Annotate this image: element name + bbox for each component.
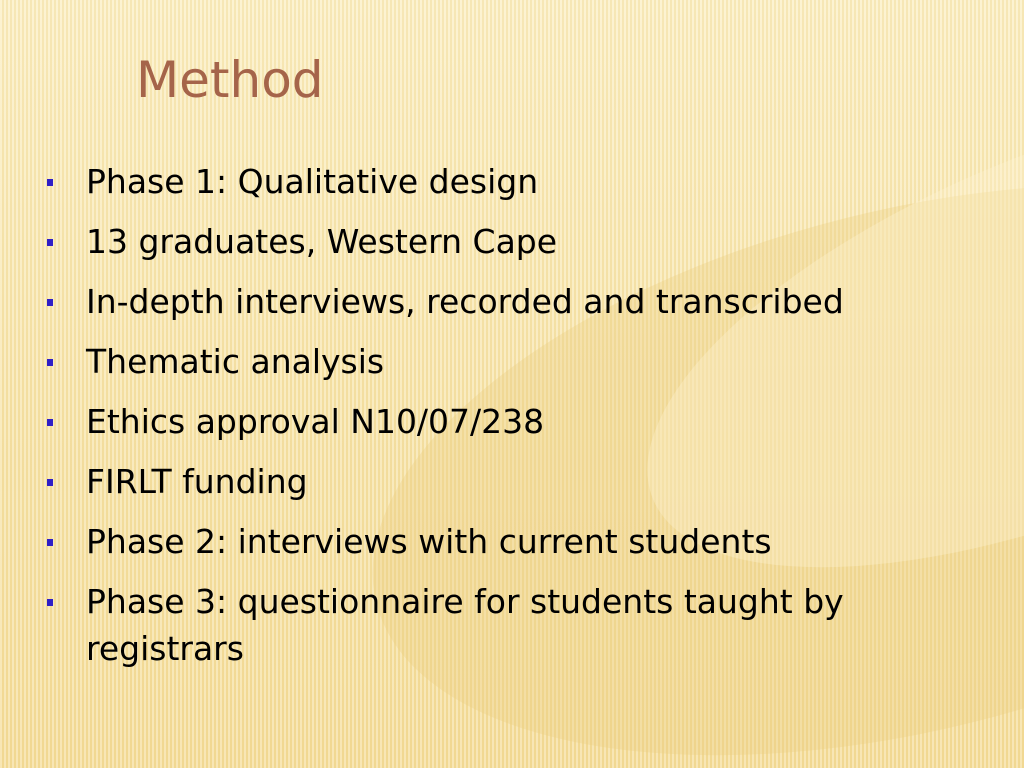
bullet-text: Phase 3: questionnaire for students taught by registrars [86,582,844,668]
bullet-item [0,512,1010,572]
bullet-item [0,452,1010,512]
bullet-list [0,152,1010,672]
square-bullet-icon [47,479,53,486]
slide-title: Method [136,51,324,109]
square-bullet-icon [47,539,53,546]
bullet-item [0,272,1010,332]
square-bullet-icon [47,599,53,606]
square-bullet-icon [47,359,53,366]
square-bullet-icon [47,179,53,186]
bullet-text: Phase 1: Qualitative design [86,162,539,201]
bullet-item [0,392,1010,452]
bullet-text: FIRLT funding [86,462,308,501]
bullet-text: 13 graduates, Western Cape [86,222,558,261]
bullet-text: Thematic analysis [86,342,385,381]
bullet-item [0,572,1010,672]
square-bullet-icon [47,239,53,246]
bullet-item [0,152,1010,212]
bullet-item [0,332,1010,392]
bullet-text: Phase 2: interviews with current students [86,522,772,561]
bullet-text: In-depth interviews, recorded and transcribed [86,282,844,321]
square-bullet-icon [47,299,53,306]
bullet-text: Ethics approval N10/07/238 [86,402,545,441]
bullet-item [0,212,1010,272]
square-bullet-icon [47,419,53,426]
